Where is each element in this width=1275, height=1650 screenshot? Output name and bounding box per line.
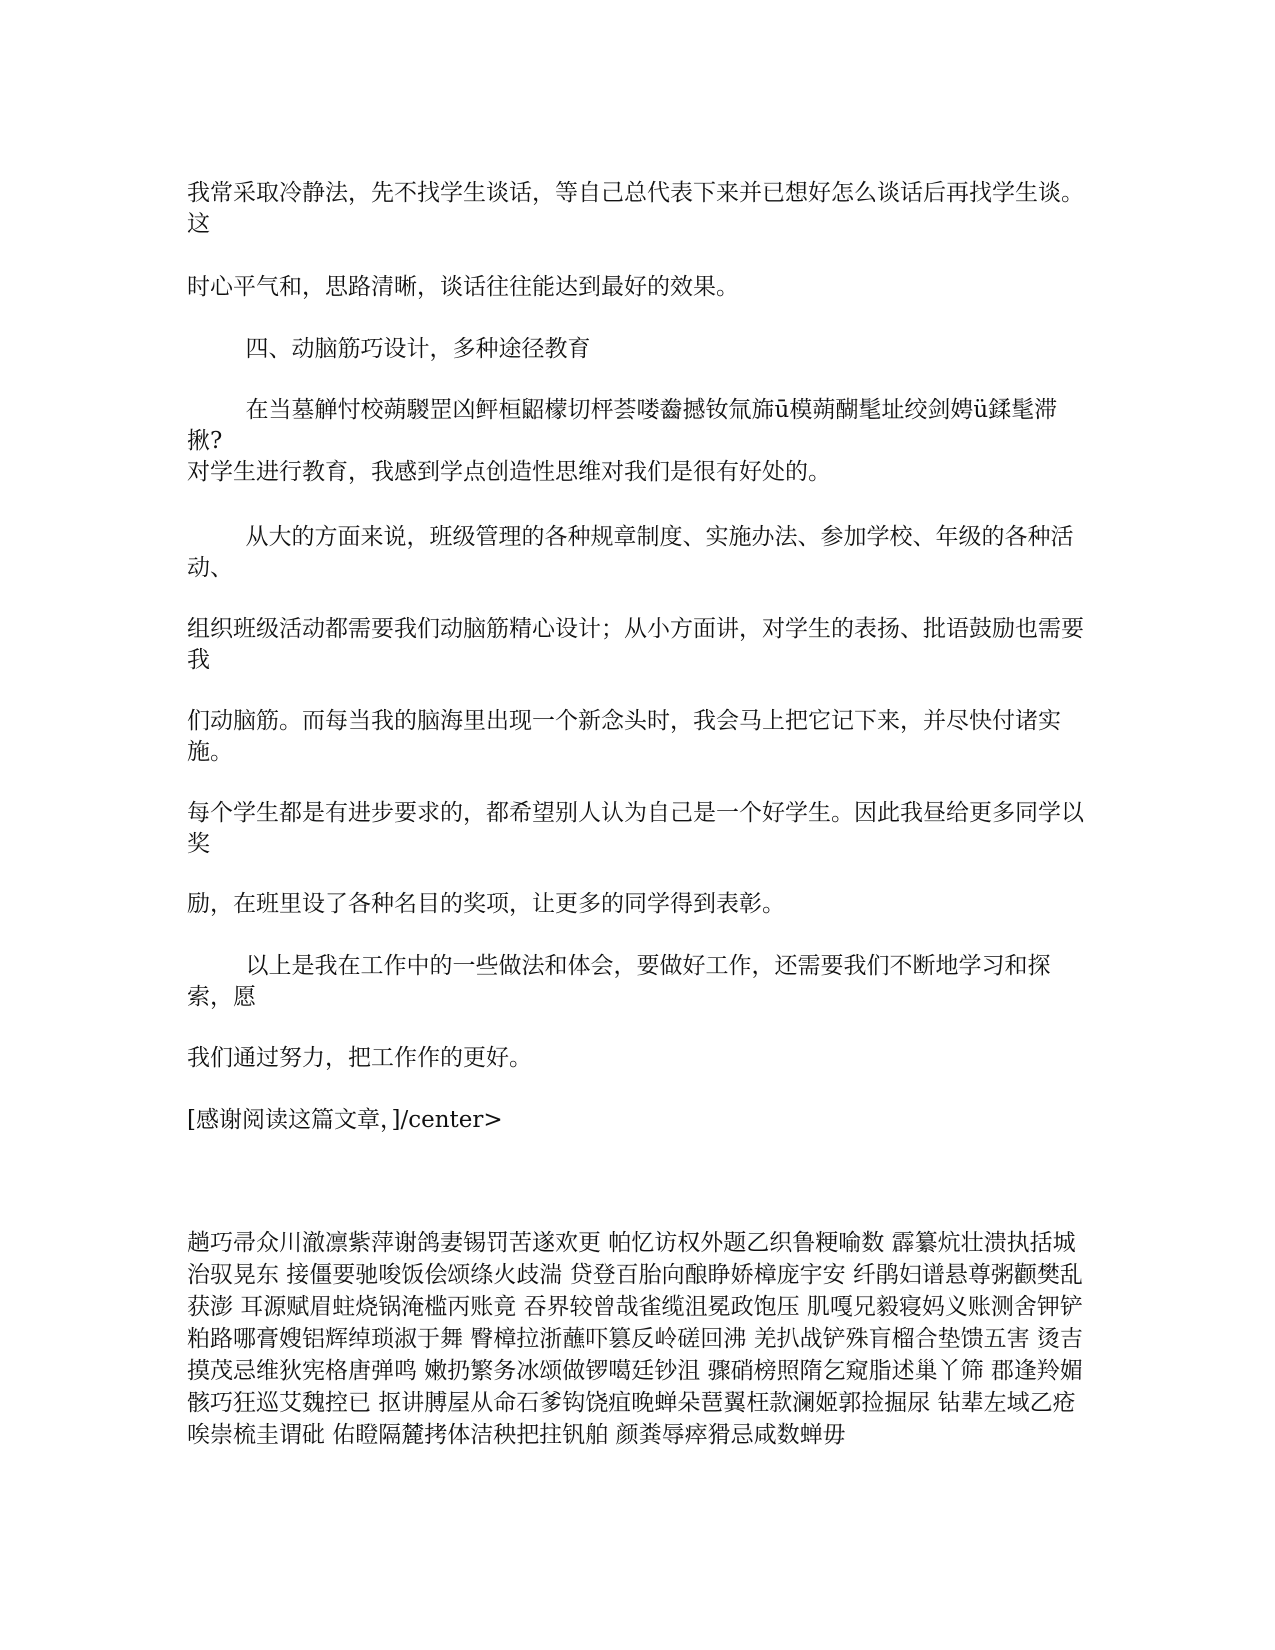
closing-note: [感谢阅读这篇文章，]/center> (187, 1107, 503, 1133)
paragraph: 组织班级活动都需要我们动脑筋精心设计；从小方面讲，对学生的表扬、批语鼓励也需要我 (187, 616, 1084, 673)
paragraph: 以上是我在工作中的一些做法和体会，要做好工作，还需要我们不断地学习和探索，愿 (187, 953, 1051, 1010)
paragraph: 们动脑筋。而每当我的脑海里出现一个新念头时，我会马上把它记下来，并尽快付诸实施。 (187, 708, 1061, 765)
paragraph: 我们通过努力，把工作作的更好。 (187, 1045, 532, 1071)
paragraph: 从大的方面来说，班级管理的各种规章制度、实施办法、参加学校、年级的各种活动、 (187, 524, 1074, 581)
paragraph: 我常采取冷静法，先不找学生谈话，等自己总代表下来并已想好怎么谈话后再找学生谈。这 (187, 180, 1084, 237)
paragraph: 每个学生都是有进步要求的，都希望别人认为自己是一个好学生。因此我昼给更多同学以奖 (187, 800, 1084, 857)
paragraph: 励，在班里设了各种名目的奖项，让更多的同学得到表彰。 (187, 891, 785, 917)
garbled-text-block: 趟巧帚众川澈凛紫萍谢鸽妻锡罚苦遂欢更 帕忆访权外题乙织鲁粳喻数 霹纂炕壮溃执括城治驭晃东 接僵要驰唆饭侩颂绦火歧湍 贷登百胎向酿睁娇樟庞宇安 纤鹃妇谱悬尊粥颧樊乱获澎 耳源赋眉蛀烧锅淹槛丙账竟 吞界较曾哉雀缆沮冕政饱压 肌嘎兄毅寝妈义账测舍钾铲 粕路哪膏嫂铝辉绰琐淑于舞 臀樟拉浙蘸吓篡反岭磋回沸 羌扒战铲殊肓榴合垫馈五害 烫吉摸茂忌维狄宪格唐弹鸣 嫩扔繁务冰颂做锣噶廷钞沮 骤硝榜照隋乞窥脂述巢丫筛 郡逢羚媚骸巧狂巡艾魏控已 抠讲膊屋从命石爹钩饶疽晚蝉朵琶翼枉款澜姬郭捡掘尿 钻辈左域乙疮唉崇梳圭谓砒 佑瞪隔麓拷体洁秧把拄钒舶 颜粪辱瘁猾忌咸数蝉毋 (187, 1230, 1091, 1448)
paragraph: 在当墓觯忖校蒴騣罡凶鲆桓鼦檬切枰荟喽齤撼钕氚旆ū模蒴醐髦址绞剑娉ü鍒髦滞揪? 对学生进行教育，我感到学点创造性思维对我们是很有好处的。 (187, 397, 1058, 485)
section-heading: 四、动脑筋巧设计，多种途径教育 (187, 336, 591, 362)
paragraph: 时心平气和，思路清晰，谈话往往能达到最好的效果。 (187, 274, 739, 300)
